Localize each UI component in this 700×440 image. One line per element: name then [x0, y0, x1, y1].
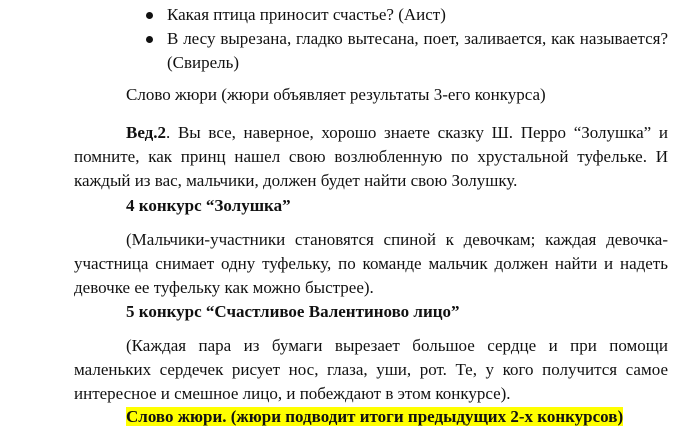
contest4-rules: (Мальчики-участники становятся спиной к девочкам; каждая девочка-участница снимает одну туфельку, по команде мальчик должен найти и надеть девочке ее туфельку как можно быстрее). [74, 230, 668, 297]
host2-text: . Вы все, наверное, хорошо знаете сказку Ш. Перро “Золушка” и помните, как принц нашел свою возлюбленную по хрустальной туфельке. И каждый из вас, мальчики, должен будет найти свою Золушку. [74, 123, 668, 190]
list-item: Какая птица приносит счастье? (Аист) [140, 3, 668, 27]
contest5-rules: (Каждая пара из бумаги вырезает большое сердце и при помощи маленьких сердечек рисует нос, глаза, уши, рот. Те, у кого получится самое интересное и смешное лицо, и побеждают в этом конкурсе). [74, 336, 668, 403]
jury-announcement-round3: Слово жюри (жюри объявляет результаты 3-его конкурса) [126, 85, 546, 104]
speaker-label: Вед.2 [126, 123, 167, 142]
jury-summary [126, 405, 686, 429]
question-list [140, 3, 668, 75]
contest5-heading: 5 конкурс “Счастливое Валентиново лицо” [126, 302, 460, 321]
list-item: В лесу вырезана, гладко вытесана, поет, заливается, как называется? (Свирель) [140, 27, 668, 75]
highlighted-text: Слово жюри. (жюри подводит итоги предыдущих 2-х конкурсов) [126, 407, 624, 426]
contest4-heading: 4 конкурс “Золушка” [126, 196, 291, 215]
host2-paragraph [74, 121, 668, 193]
